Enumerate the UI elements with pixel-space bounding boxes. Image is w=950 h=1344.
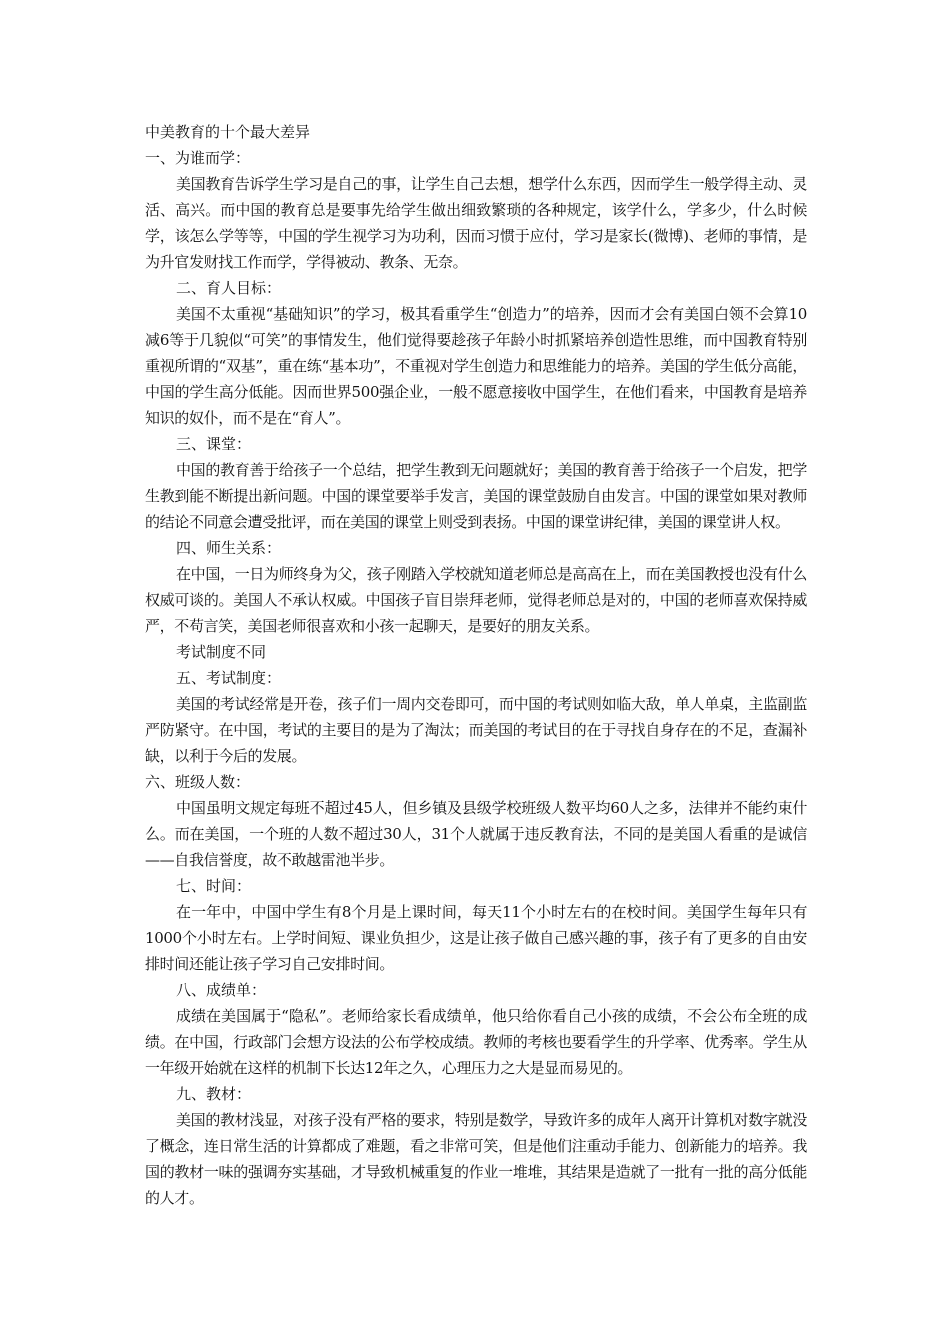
section-heading: 七、时间： [176,877,252,895]
section-heading: 三、课堂： [176,435,252,453]
section-paragraph: 美国不太重视“基础知识”的学习，极其看重学生“创造力”的培养，因而才会有美国白领不会算10减6等于几貌似“可笑”的事情发生，他们觉得要趁孩子年龄小时抓紧培养创造性思维，而中国教育特别重视所谓的“双基”，重在练“基本功”，不重视对学生创造力和思维能力的培养。美国的学生低分高能，中国的学生高分低能。因而世界500强企业，一般不愿意接收中国学生，在他们看来，中国教育是培养知识的奴仆，而不是在“育人”。 [145,305,807,427]
section-heading: 九、教材： [176,1085,252,1103]
section-paragraph: 美国教育告诉学生学习是自己的事，让学生自己去想，想学什么东西，因而学生一般学得主动、灵活、高兴。而中国的教育总是要事先给学生做出细致繁琐的各种规定，该学什么，学多少，什么时候学，该怎么学等等，中国的学生视学习为功利，因而习惯于应付，学习是家长(微博)、老师的事情，是为升官发财找工作而学，学得被动、教条、无奈。 [145,175,807,271]
document-title: 中美教育的十个最大差异 [145,123,311,141]
section-paragraph: 美国的考试经常是开卷，孩子们一周内交卷即可，而中国的考试则如临大敌，单人单桌，主监副监严防紧守。在中国，考试的主要目的是为了淘汰；而美国的考试目的在于寻找自身存在的不足，查漏补缺，以利于今后的发展。 [145,695,807,765]
section-heading: 八、成绩单： [176,981,267,999]
section-paragraph: 中国的教育善于给孩子一个总结，把学生教到无问题就好；美国的教育善于给孩子一个启发，把学生教到能不断提出新问题。中国的课堂要举手发言，美国的课堂鼓励自由发言。中国的课堂如果对教师的结论不同意会遭受批评，而在美国的课堂上则受到表扬。中国的课堂讲纪律，美国的课堂讲人权。 [145,461,807,531]
section-heading: 四、师生关系： [176,539,282,557]
section-paragraph: 在中国，一日为师终身为父，孩子刚踏入学校就知道老师总是高高在上，而在美国教授也没有什么权威可谈的。美国人不承认权威。中国孩子盲目崇拜老师，觉得老师总是对的，中国的老师喜欢保持威严，不苟言笑，美国老师很喜欢和小孩一起聊天，是要好的朋友关系。 [145,565,807,635]
section-heading: 一、为谁而学： [145,149,251,167]
subsection-heading: 考试制度不同 [176,643,267,661]
section-heading: 六、班级人数： [145,773,251,791]
section-paragraph: 中国虽明文规定每班不超过45人，但乡镇及县级学校班级人数平均60人之多，法律并不能约束什么。而在美国，一个班的人数不超过30人，31个人就属于违反教育法，不同的是美国人看重的是诚信——自我信誉度，故不敢越雷池半步。 [145,799,807,869]
section-heading: 五、考试制度： [176,669,282,687]
section-paragraph: 成绩在美国属于“隐私”。老师给家长看成绩单，他只给你看自己小孩的成绩，不会公布全班的成绩。在中国，行政部门会想方设法的公布学校成绩。教师的考核也要看学生的升学率、优秀率。学生从一年级开始就在这样的机制下长达12年之久，心理压力之大是显而易见的。 [145,1007,807,1077]
section-heading: 二、育人目标： [176,279,282,297]
document-page [145,119,807,1211]
section-paragraph: 美国的教材浅显，对孩子没有严格的要求，特别是数学，导致许多的成年人离开计算机对数字就没了概念，连日常生活的计算都成了难题，看之非常可笑，但是他们注重动手能力、创新能力的培养。我国的教材一味的强调夯实基础，才导致机械重复的作业一堆堆，其结果是造就了一批有一批的高分低能的人才。 [145,1111,807,1207]
section-paragraph: 在一年中，中国中学生有8个月是上课时间，每天11个小时左右的在校时间。美国学生每年只有1000个小时左右。上学时间短、课业负担少，这是让孩子做自己感兴趣的事，孩子有了更多的自由安排时间还能让孩子学习自己安排时间。 [145,903,807,973]
